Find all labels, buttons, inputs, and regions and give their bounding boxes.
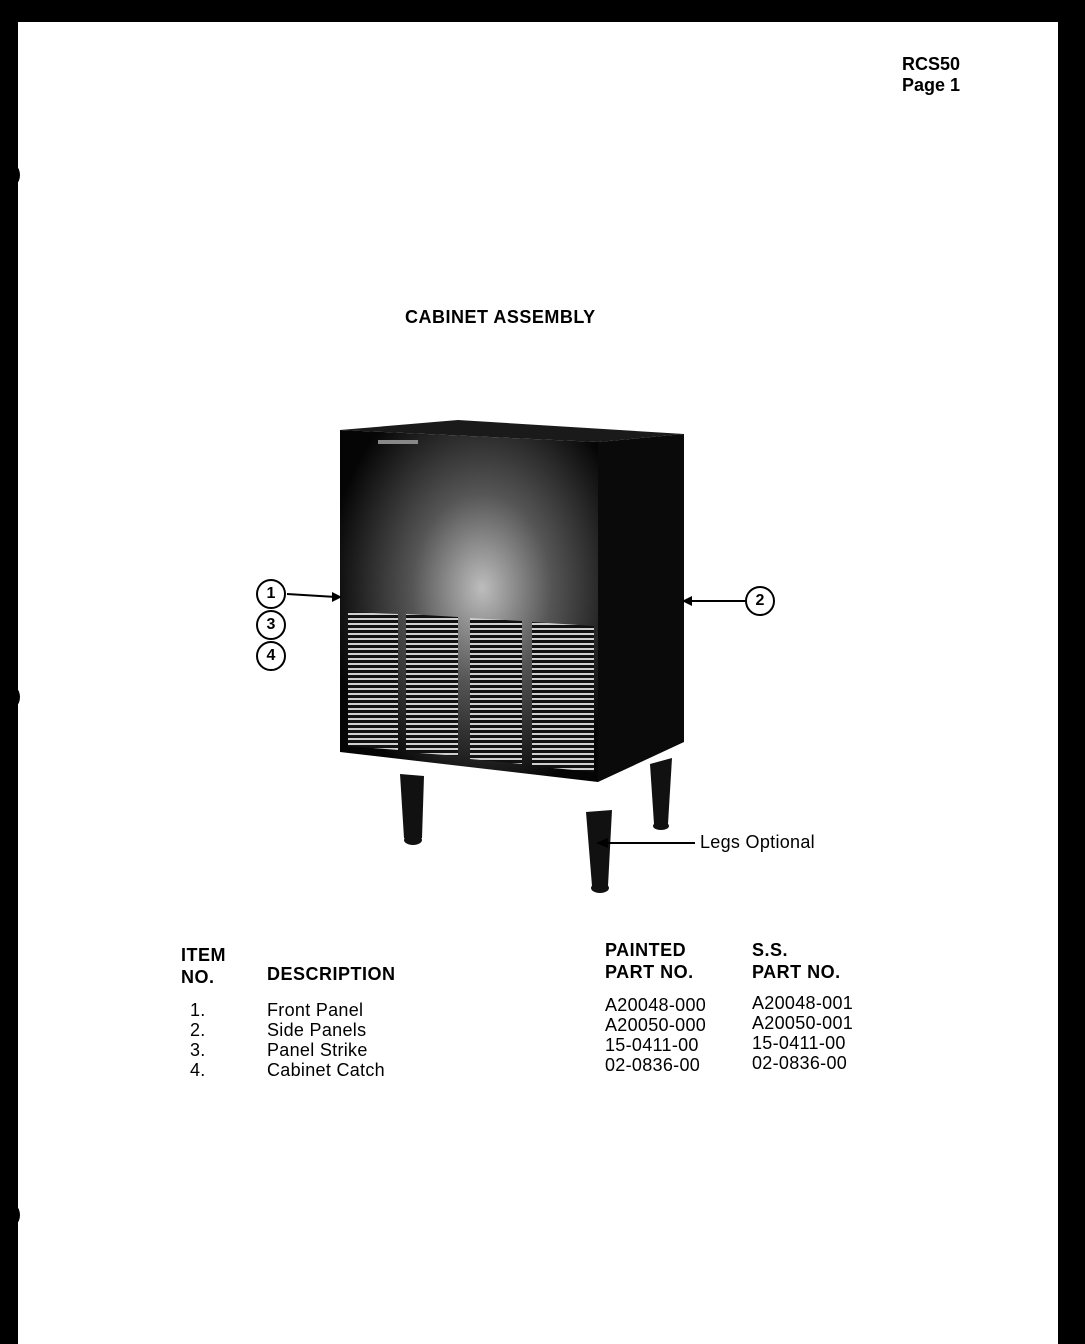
binder-hole-bottom — [0, 1200, 20, 1230]
document-page — [14, 22, 1058, 1344]
column-description — [267, 1000, 385, 1080]
legs-optional-note: Legs Optional — [700, 832, 815, 852]
page-number: Page 1 — [902, 75, 961, 95]
table-cell: 2. — [190, 1020, 206, 1040]
table-cell: Side Panels — [267, 1020, 367, 1040]
table-cell: 15-0411-00 — [605, 1035, 699, 1055]
table-cell: 1. — [190, 1000, 206, 1020]
column-painted-part-no — [605, 995, 706, 1075]
table-cell: 3. — [190, 1040, 206, 1060]
table-cell: 4. — [190, 1060, 206, 1080]
table-cell: Front Panel — [267, 1000, 364, 1020]
header-painted-part-no: PAINTED PART NO. — [605, 940, 694, 982]
callout-item-4: 4 — [256, 641, 286, 671]
header-description: DESCRIPTION — [267, 964, 396, 984]
page-title: CABINET ASSEMBLY — [405, 307, 596, 327]
callout-item-1: 1 — [256, 579, 286, 609]
column-item-no — [190, 1000, 206, 1080]
binder-hole-middle — [0, 682, 20, 712]
table-cell: A20048-000 — [605, 995, 707, 1015]
binder-hole-top — [0, 160, 20, 190]
table-cell: A20050-000 — [605, 1015, 707, 1035]
table-cell: 15-0411-00 — [752, 1033, 846, 1053]
table-cell: A20048-001 — [752, 993, 854, 1013]
callout-leader-lines — [18, 22, 1058, 922]
table-cell: Panel Strike — [267, 1040, 368, 1060]
table-cell: 02-0836-00 — [605, 1055, 701, 1075]
table-cell: 02-0836-00 — [752, 1053, 848, 1073]
header-ss-part-no: S.S. PART NO. — [752, 940, 841, 982]
table-cell: A20050-001 — [752, 1013, 854, 1033]
table-cell: Cabinet Catch — [267, 1060, 385, 1080]
callout-item-2: 2 — [745, 586, 775, 616]
footer-mark: ı — [14, 1310, 18, 1324]
header-item-no: ITEM NO. — [181, 945, 226, 987]
callout-item-3: 3 — [256, 610, 286, 640]
model-number: RCS50 — [902, 54, 961, 74]
column-ss-part-no — [752, 993, 853, 1073]
